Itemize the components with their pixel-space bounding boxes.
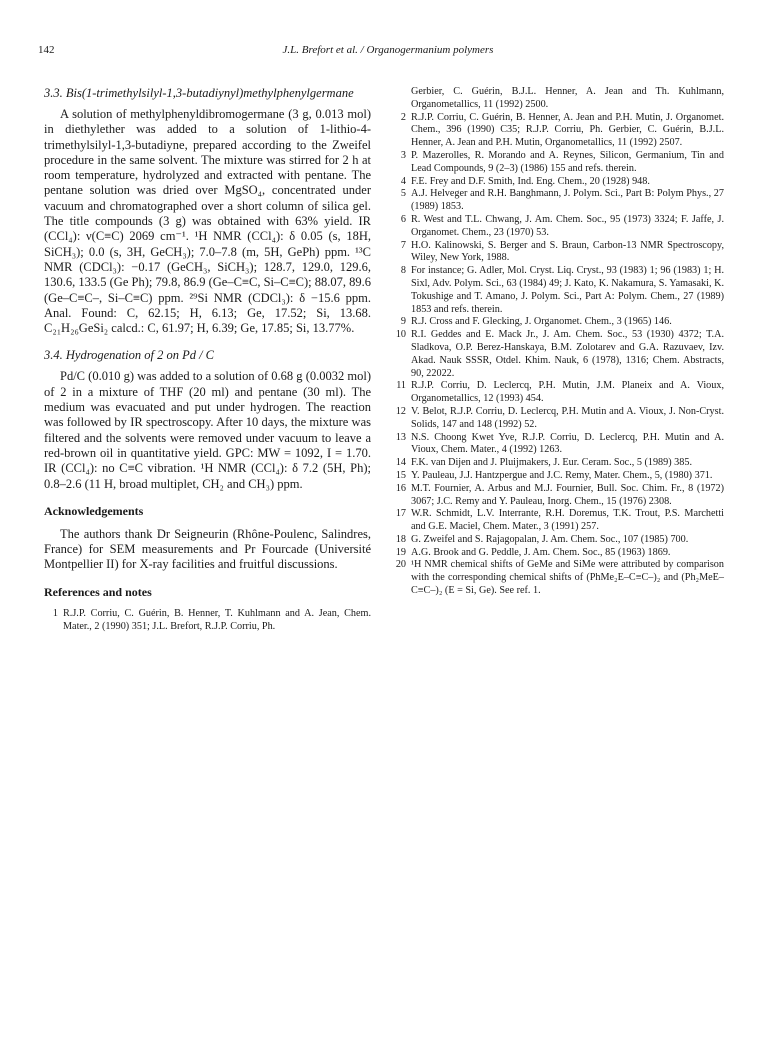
reference-text: A.G. Brook and G. Peddle, J. Am. Chem. Soc., 85 (1963) 1869.: [411, 546, 671, 558]
reference-number: 2: [400, 111, 406, 123]
reference-item: [392, 483, 724, 509]
reference-number: 16: [395, 482, 406, 494]
reference-text: V. Belot, R.J.P. Corriu, D. Leclercq, P.H. Mutin and A. Vioux, J. Non-Cryst. Solids, 147 and 148 (1992) 52.: [411, 405, 724, 430]
reference-number: 9: [400, 316, 406, 328]
reference-item: [392, 559, 724, 597]
reference-number: 8: [400, 265, 406, 277]
right-column: [392, 86, 724, 598]
left-column: [44, 86, 371, 633]
reference-text: M.T. Fournier, A. Arbus and M.J. Fournier, Bull. Soc. Chim. Fr., 8 (1972) 3067; J.C. Remy and Y. Pauleau, Inorg. Chem., 15 (1976) 2308.: [411, 482, 724, 507]
reference-text: R.J.P. Corriu, D. Leclercq, P.H. Mutin, J.M. Planeix and A. Vioux, Organometallics, 12 (1993) 454.: [411, 380, 724, 405]
reference-number: 20: [395, 559, 406, 571]
reference-item: [392, 457, 724, 470]
reference-item: [392, 112, 724, 150]
reference-text: Gerbier, C. Guérin, B.J.L. Henner, A. Jean and Th. Kuhlmann, Organometallics, 11 (1992) 2500.: [411, 86, 724, 110]
reference-number: 15: [395, 469, 406, 481]
section-3-3-title: 3.3. Bis(1-trimethylsilyl-1,3-butadiynyl)methylphenylgermane: [44, 86, 354, 100]
reference-number: 4: [400, 175, 406, 187]
page-number: 142: [38, 44, 55, 56]
reference-item: [392, 534, 724, 547]
reference-number: 12: [395, 405, 406, 417]
reference-item: [392, 432, 724, 458]
reference-item: [392, 176, 724, 189]
reference-number: 17: [395, 508, 406, 520]
reference-number: 13: [395, 431, 406, 443]
reference-text: R.J. Cross and F. Glecking, J. Organomet. Chem., 3 (1965) 146.: [411, 316, 672, 328]
reference-item: [392, 214, 724, 240]
reference-item: [392, 508, 724, 534]
reference-number: 19: [395, 546, 406, 558]
references-heading: References and notes: [44, 584, 152, 599]
reference-item: [392, 265, 724, 316]
section-3-3-body: A solution of methylphenyldibromogermane (3 g, 0.013 mol) in diethylether was added to a solution of 1-lithio-4-trimethylsilyl-1,3-butadiyne, prepared according to the Zweifel procedure in the same solvent. The mixture was stirred for 2 h at room temperature, hydrolyzed and extracted with pentane. The pentane solution was dried over MgSO₄, concentrated under vacuum and chromatographed over a short column of silica gel. The title compounds (3 g) was obtained with 63% yield. IR (CCl₄): ν(C≡C) 2069 cm⁻¹. ¹H NMR (CCl₄): δ 0.05 (s, 18H, SiCH₃); 0.0 (s, 3H, GeCH₃); 7.0–7.8 (m, 5H, GePh) ppm. ¹³C NMR (CDCl₃): −0.17 (GeCH₃, SiCH₃); 128.7, 129.0, 129.6, 130.6, 133.5 (Ge Ph); 79.8, 86.9 (Ge–C≡C, Si–C≡C); 88.07, 89.6 (Ge–C≡C–, Si–C≡C) ppm. ²⁹Si NMR (CDCl₃): δ −15.6 ppm. Anal. Found: C, 62.15; H, 6.13; Ge, 17.52; Si, 13.68. C₂₁H₂₆GeSi₂ calcd.: C, 61.97; H, 6.39; Ge, 17.85; Si, 13.77%.: [44, 107, 371, 336]
reference-item: [392, 547, 724, 560]
reference-text: P. Mazerolles, R. Morando and A. Reynes, Silicon, Germanium, Tin and Lead Compounds, 9 (2–3) (1986) 155 and refs. therein.: [411, 149, 724, 174]
section-3-4-title: 3.4. Hydrogenation of 2 on Pd / C: [44, 348, 215, 363]
reference-text: H.O. Kalinowski, S. Berger and S. Braun, Carbon-13 NMR Spectroscopy, Wiley, New York, 1988.: [411, 239, 724, 264]
reference-text: Y. Pauleau, J.J. Hantzpergue and J.C. Remy, Mater. Chem., 5, (1980) 371.: [411, 469, 713, 481]
reference-text: N.S. Choong Kwet Yve, R.J.P. Corriu, D. Leclercq, P.H. Mutin and A. Vioux, Chem. Mater., 4 (1992) 1263.: [411, 431, 724, 456]
reference-text: R.I. Geddes and E. Mack Jr., J. Am. Chem. Soc., 53 (1930) 4372; T.A. Sladkova, O.P. Berez-Hanskaya, B.M. Zolotarev and G.A. Razuvaev, Izv. Akad. Nauk SSSR, Otdel. Khim. Nauk, 6 (1978), 1316; Chem. Abstracts, 90, 22022.: [411, 329, 724, 379]
reference-item: [392, 406, 724, 432]
reference-text: R.J.P. Corriu, C. Guérin, B. Henner, T. Kuhlmann and A. Jean, Chem. Mater., 2 (1990) 351; J.L. Brefort, R.J.P. Corriu, Ph.: [63, 607, 371, 632]
reference-item: [44, 608, 371, 634]
acknowledgements-body: The authors thank Dr Seigneurin (Rhône-Poulenc, Salindres, France) for SEM measurements and Pr Fourcade (Université Montpellier II) for X-ray facilities and fruitful discussions.: [44, 526, 371, 572]
section-3-4-body: Pd/C (0.010 g) was added to a solution of 0.68 g (0.0032 mol) of 2 in a mixture of THF (20 ml) and pentane (30 ml). The medium was evacuated and put under hydrogen. The reaction was followed by IR spectroscopy. After 10 days, the mixture was filtered and the solvents were removed under vacuum to leave a red-brown oil in quantitative yield. GPC: MW = 1092, I = 1.70. IR (CCl₄): no C≡C vibration. ¹H NMR (CCl₄): δ 7.2 (5H, Ph); 0.8–2.6 (11 H, broad multiplet, CH₂ and CH₃) ppm.: [44, 369, 371, 491]
reference-text: ¹H NMR chemical shifts of GeMe and SiMe were attributed by comparison with the corresponding chemical shifts of (PhMe₂E–C≡C–)₂ and (Ph₂MeE–C≡C–)₂ (E = Si, Ge). See ref. 1.: [411, 559, 724, 597]
reference-item: [392, 188, 724, 214]
reference-item: [392, 380, 724, 406]
reference-number: 18: [395, 533, 406, 545]
reference-item: [392, 470, 724, 483]
reference-number: 5: [400, 188, 406, 200]
reference-number: 14: [395, 457, 406, 469]
reference-item: [392, 329, 724, 380]
reference-item: [392, 240, 724, 266]
reference-number: 6: [400, 213, 406, 225]
acknowledgements-heading: Acknowledgements: [44, 503, 144, 518]
reference-number: 10: [395, 329, 406, 341]
reference-text: For instance; G. Adler, Mol. Cryst. Liq. Cryst., 93 (1983) 1; 96 (1983) 1; H. Sixl, Adv. Polym. Sci., 63 (1984) 49; J. Kato, K. Nakamura, S. Yamasaki, K. Tokushige and T. Amano, J. Polym. Sci., Part A: Polym. Chem., 27 (1989) 1853 and refs. therein.: [411, 265, 724, 315]
reference-text: F.E. Frey and D.F. Smith, Ind. Eng. Chem., 20 (1928) 948.: [411, 175, 650, 187]
reference-text: R.J.P. Corriu, C. Guérin, B. Henner, A. Jean and P.H. Mutin, J. Organomet. Chem., 396 (1990) C35; R.J.P. Corriu, Ph. Gerbier, C. Guérin, B.J.L. Henner, A. Jean and P.H. Mutin, Organometallics, 11 (1992) 2507.: [411, 111, 724, 149]
reference-item: [392, 150, 724, 176]
reference-text: F.K. van Dijen and J. Pluijmakers, J. Eur. Ceram. Soc., 5 (1989) 385.: [411, 457, 693, 469]
reference-number: 11: [396, 380, 406, 392]
reference-text: W.R. Schmidt, L.V. Interrante, R.H. Doremus, T.K. Trout, P.S. Marchetti and G.E. Maciel, Chem. Mater., 3 (1991) 257.: [411, 508, 724, 533]
reference-list: [392, 112, 724, 598]
reference-item-continued: [392, 86, 724, 112]
reference-text: R. West and T.L. Chwang, J. Am. Chem. Soc., 95 (1973) 3324; F. Jaffe, J. Organomet. Chem., 23 (1970) 53.: [411, 213, 724, 238]
reference-item: [392, 316, 724, 329]
reference-text: G. Zweifel and S. Rajagopalan, J. Am. Chem. Soc., 107 (1985) 700.: [411, 533, 689, 545]
reference-number: 3: [400, 149, 406, 161]
running-head: J.L. Brefort et al. / Organogermanium polymers: [282, 44, 494, 56]
reference-text: A.J. Helveger and R.H. Banghmann, J. Polym. Sci., Part B: Polym Phys., 27 (1989) 1853.: [411, 188, 724, 213]
reference-number: 7: [400, 239, 406, 251]
reference-number: 1: [52, 607, 58, 619]
